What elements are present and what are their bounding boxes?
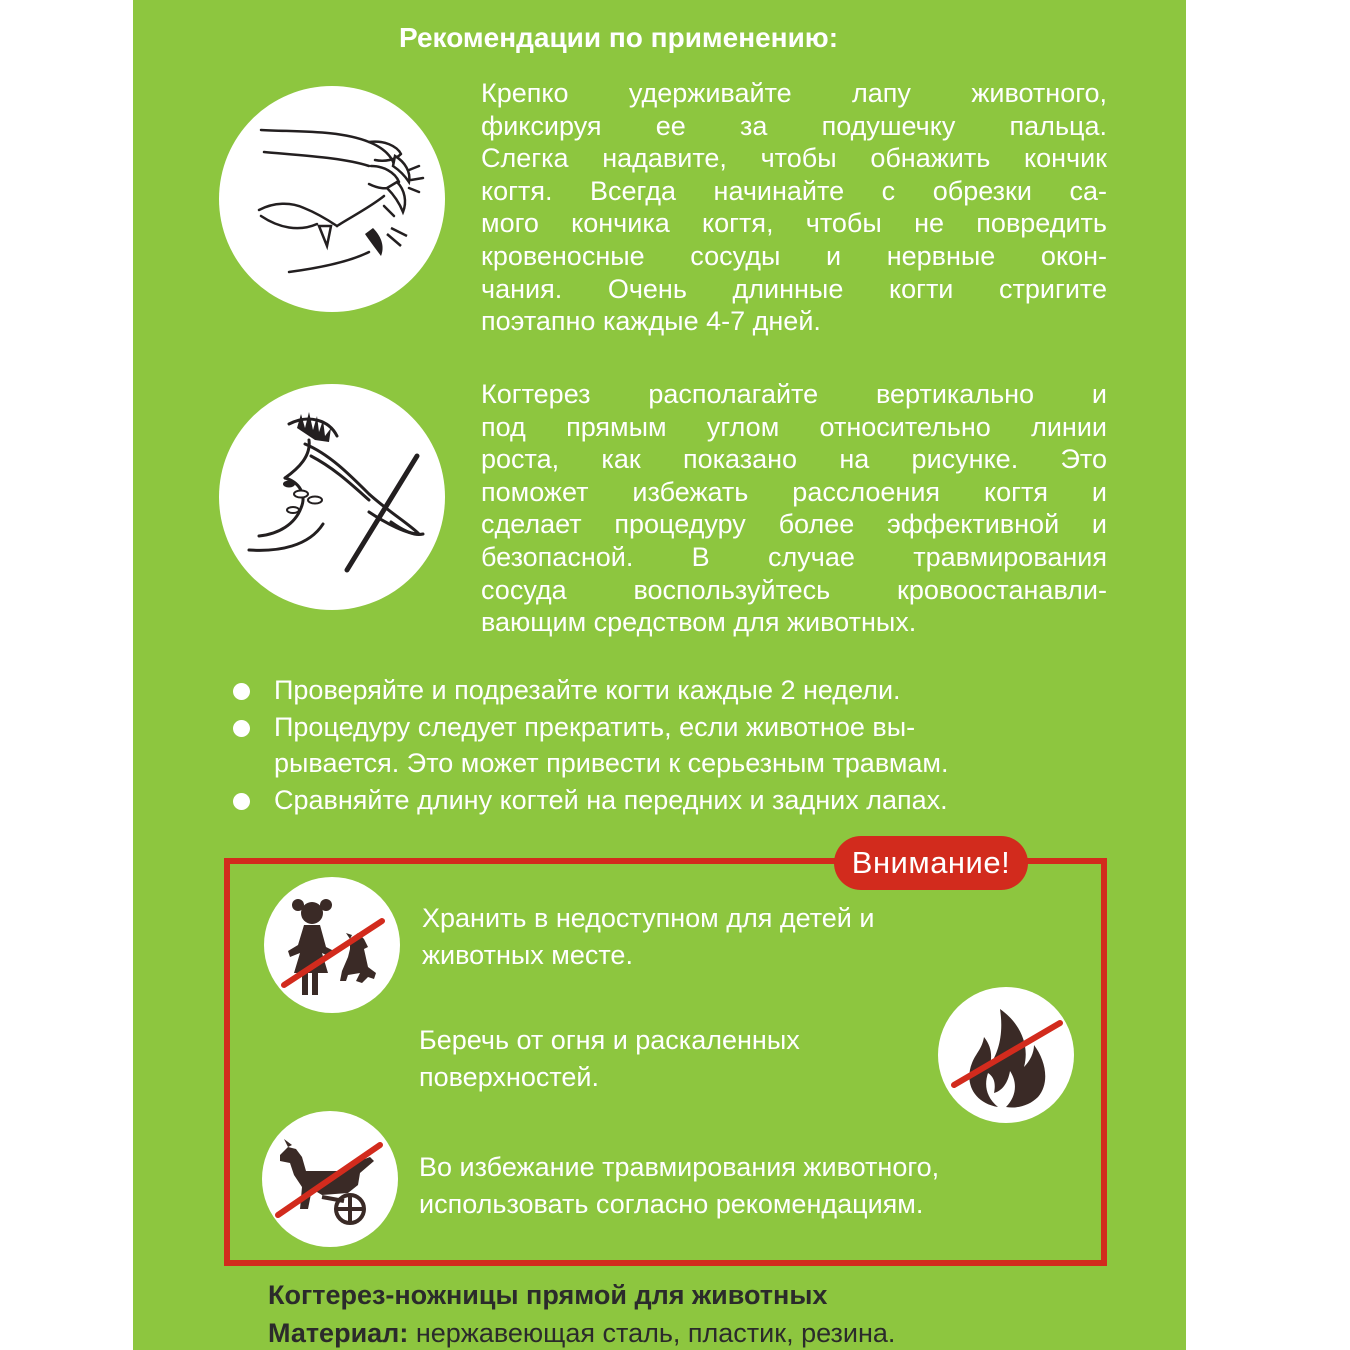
claw-cut-angle-icon bbox=[219, 384, 445, 610]
list-item-text: Сравняйте длину когтей на передних и задних лапах. bbox=[274, 784, 948, 815]
section1-line: фиксируя ее за подушечку пальца. bbox=[481, 110, 1107, 141]
section1-line: чания. Очень длинные когти стригите bbox=[481, 273, 1107, 304]
section1-line: поэтапно каждые 4-7 дней. bbox=[481, 306, 821, 337]
green-panel bbox=[133, 0, 1186, 1350]
warning-item-line: использовать согласно рекомендациям. bbox=[419, 1189, 924, 1219]
warning-item-text bbox=[419, 1149, 939, 1223]
no-fire-icon bbox=[938, 987, 1074, 1123]
warning-item-line: животных месте. bbox=[422, 940, 633, 970]
no-fire-sign bbox=[938, 987, 1074, 1123]
page-title: Рекомендации по применению: bbox=[399, 22, 839, 53]
warning-item-line: Хранить в недоступном для детей и bbox=[422, 903, 875, 933]
section2-line: сделает процедуру более эффективной и bbox=[481, 509, 1107, 540]
section2-line: поможет избежать расслоения когтя и bbox=[481, 476, 1107, 507]
section1-line: когтя. Всегда начинайте с обрезки са- bbox=[481, 175, 1107, 206]
product-name-text: Когтерез-ножницы прямой для животных bbox=[268, 1280, 828, 1310]
warning-item-line: поверхностей. bbox=[419, 1062, 599, 1092]
warning-item-text bbox=[419, 1022, 800, 1096]
section2-line: Когтерез располагайте вертикально и bbox=[481, 379, 1107, 409]
section1-line: Слегка надавите, чтобы обнажить кончик bbox=[481, 143, 1107, 174]
no-injured-dog-sign bbox=[262, 1111, 398, 1247]
list-item-text: Проверяйте и подрезайте когти каждые 2 недели. bbox=[274, 675, 901, 705]
tips-list bbox=[231, 672, 1131, 818]
bullet-dot-icon bbox=[233, 793, 250, 810]
material-value: нержавеющая сталь, пластик, резина. bbox=[408, 1318, 896, 1348]
section1-line: мого кончика когтя, чтобы не повредить bbox=[481, 208, 1107, 239]
section2-paragraph bbox=[481, 378, 1107, 639]
list-item-text: Процедуру следует прекратить, если животное вы- bbox=[274, 711, 916, 742]
bullet-dot-icon bbox=[233, 720, 250, 737]
claw-cut-illustration bbox=[219, 384, 445, 610]
section1-paragraph bbox=[481, 77, 1107, 338]
no-children-pets-sign bbox=[264, 877, 400, 1013]
list-item bbox=[231, 782, 1131, 819]
warning-badge: Внимание! bbox=[834, 836, 1028, 890]
section1-line: кровеносные сосуды и нервные окон- bbox=[481, 240, 1107, 271]
section1-line: Крепко удерживайте лапу животного, bbox=[481, 78, 1107, 108]
section2-line: безопасной. В случае травмирования bbox=[481, 541, 1107, 572]
bullet-dot-icon bbox=[233, 683, 250, 700]
section2-line: сосуда воспользуйтесь кровоостанавли- bbox=[481, 574, 1107, 605]
material-line bbox=[268, 1318, 895, 1349]
hand-holding-paw-icon bbox=[219, 86, 445, 312]
section2-line: вающим средством для животных. bbox=[481, 607, 917, 638]
warning-item-text bbox=[422, 900, 874, 974]
product-name bbox=[268, 1280, 827, 1311]
list-item bbox=[231, 709, 1131, 782]
list-item bbox=[231, 672, 1131, 709]
warning-item-line: Во избежание травмирования животного, bbox=[419, 1152, 940, 1182]
list-item-text: рывается. Это может привести к серьезным травмам. bbox=[274, 748, 949, 778]
no-children-pets-icon bbox=[264, 877, 400, 1013]
warning-item-line: Беречь от огня и раскаленных bbox=[419, 1025, 800, 1055]
no-injured-dog-icon bbox=[262, 1111, 398, 1247]
material-label: Материал: bbox=[268, 1318, 409, 1348]
section2-line: под прямым углом относительно линии bbox=[481, 411, 1107, 442]
section2-line: роста, как показано на рисунке. Это bbox=[481, 444, 1107, 475]
hand-holding-paw-illustration bbox=[219, 86, 445, 312]
